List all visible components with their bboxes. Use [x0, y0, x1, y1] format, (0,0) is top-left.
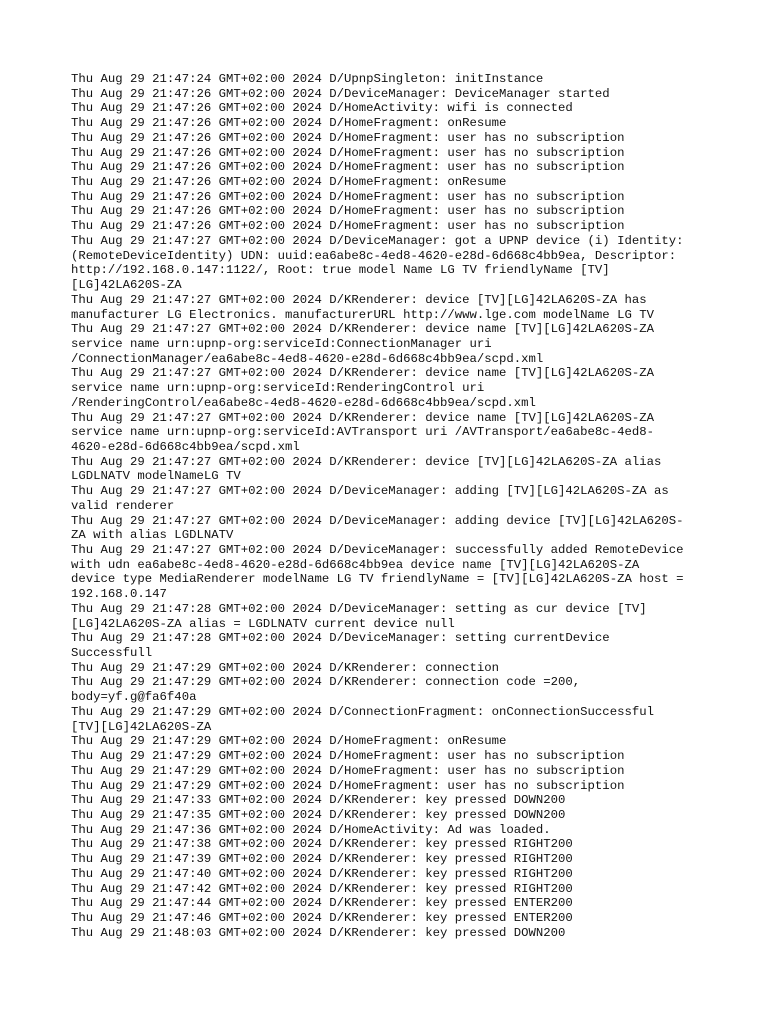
- log-line: Thu Aug 29 21:47:28 GMT+02:00 2024 D/DeviceManager: setting currentDevice: [71, 631, 610, 646]
- log-line: [LG]42LA620S-ZA: [71, 278, 182, 293]
- log-line: Thu Aug 29 21:47:26 GMT+02:00 2024 D/HomeFragment: user has no subscription: [71, 160, 625, 175]
- log-line: Thu Aug 29 21:47:29 GMT+02:00 2024 D/KRenderer: connection code =200,: [71, 675, 581, 690]
- log-line: ZA with alias LGDLNATV: [71, 528, 234, 543]
- log-line: Thu Aug 29 21:47:29 GMT+02:00 2024 D/HomeFragment: user has no subscription: [71, 749, 625, 764]
- log-line: Thu Aug 29 21:47:26 GMT+02:00 2024 D/HomeFragment: user has no subscription: [71, 204, 625, 219]
- log-line: body=yf.g@fa6f40a: [71, 690, 197, 705]
- log-line: Thu Aug 29 21:47:27 GMT+02:00 2024 D/KRenderer: device name [TV][LG]42LA620S-ZA: [71, 322, 654, 337]
- log-line: /RenderingControl/ea6abe8c-4ed8-4620-e28d-6d668c4bb9ea/scpd.xml: [71, 395, 536, 410]
- log-line: Thu Aug 29 21:47:26 GMT+02:00 2024 D/HomeActivity: wifi is connected: [71, 101, 573, 116]
- log-line: Thu Aug 29 21:47:26 GMT+02:00 2024 D/HomeFragment: onResume: [71, 116, 507, 131]
- log-text-block: [71, 72, 711, 940]
- log-line: 4620-e28d-6d668c4bb9ea/scpd.xml: [71, 439, 300, 454]
- log-line: http://192.168.0.147:1122/, Root: true model Name LG TV friendlyName [TV]: [71, 263, 610, 278]
- log-line: Successfull: [71, 646, 153, 661]
- log-line: [LG]42LA620S-ZA alias = LGDLNATV current device null: [71, 616, 455, 631]
- log-line: Thu Aug 29 21:47:29 GMT+02:00 2024 D/HomeFragment: user has no subscription: [71, 763, 625, 778]
- log-line: Thu Aug 29 21:47:27 GMT+02:00 2024 D/DeviceManager: got a UPNP device (i) Identity:: [71, 233, 684, 248]
- log-line: Thu Aug 29 21:47:26 GMT+02:00 2024 D/HomeFragment: user has no subscription: [71, 189, 625, 204]
- log-line: Thu Aug 29 21:47:26 GMT+02:00 2024 D/HomeFragment: user has no subscription: [71, 145, 625, 160]
- log-line: service name urn:upnp-org:serviceId:AVTransport uri /AVTransport/ea6abe8c-4ed8-: [71, 425, 654, 440]
- log-line: Thu Aug 29 21:47:27 GMT+02:00 2024 D/DeviceManager: successfully added RemoteDevice: [71, 543, 684, 557]
- log-line: Thu Aug 29 21:47:27 GMT+02:00 2024 D/KRenderer: device [TV][LG]42LA620S-ZA alias: [71, 454, 662, 469]
- log-line: Thu Aug 29 21:47:36 GMT+02:00 2024 D/HomeActivity: Ad was loaded.: [71, 822, 551, 837]
- log-line: Thu Aug 29 21:47:29 GMT+02:00 2024 D/HomeFragment: onResume: [71, 734, 507, 749]
- log-line: with udn ea6abe8c-4ed8-4620-e28d-6d668c4bb9ea device name [TV][LG]42LA620S-ZA: [71, 557, 640, 572]
- log-line: 192.168.0.147: [71, 587, 167, 602]
- log-line: Thu Aug 29 21:47:26 GMT+02:00 2024 D/HomeFragment: user has no subscription: [71, 219, 625, 234]
- log-line: [TV][LG]42LA620S-ZA: [71, 719, 212, 734]
- log-line: Thu Aug 29 21:47:27 GMT+02:00 2024 D/DeviceManager: adding [TV][LG]42LA620S-ZA as: [71, 484, 669, 499]
- log-line: valid renderer: [71, 498, 175, 513]
- log-line: Thu Aug 29 21:47:46 GMT+02:00 2024 D/KRenderer: key pressed ENTER200: [71, 910, 573, 925]
- log-line: Thu Aug 29 21:47:38 GMT+02:00 2024 D/KRenderer: key pressed RIGHT200: [71, 837, 573, 852]
- log-line: Thu Aug 29 21:47:29 GMT+02:00 2024 D/ConnectionFragment: onConnectionSuccessful: [71, 704, 654, 719]
- log-line: Thu Aug 29 21:47:40 GMT+02:00 2024 D/KRenderer: key pressed RIGHT200: [71, 866, 573, 881]
- log-line: /ConnectionManager/ea6abe8c-4ed8-4620-e28d-6d668c4bb9ea/scpd.xml: [71, 351, 544, 366]
- log-line: Thu Aug 29 21:47:29 GMT+02:00 2024 D/HomeFragment: user has no subscription: [71, 778, 625, 793]
- log-line: Thu Aug 29 21:47:27 GMT+02:00 2024 D/KRenderer: device [TV][LG]42LA620S-ZA has: [71, 292, 647, 307]
- log-line: Thu Aug 29 21:47:39 GMT+02:00 2024 D/KRenderer: key pressed RIGHT200: [71, 852, 573, 867]
- log-line: Thu Aug 29 21:47:26 GMT+02:00 2024 D/HomeFragment: user has no subscription: [71, 130, 625, 145]
- log-line: Thu Aug 29 21:47:27 GMT+02:00 2024 D/KRenderer: device name [TV][LG]42LA620S-ZA: [71, 410, 654, 425]
- log-line: service name urn:upnp-org:serviceId:ConnectionManager uri: [71, 336, 492, 351]
- log-line: Thu Aug 29 21:47:27 GMT+02:00 2024 D/KRenderer: device name [TV][LG]42LA620S-ZA: [71, 366, 654, 381]
- log-line: Thu Aug 29 21:47:26 GMT+02:00 2024 D/HomeFragment: onResume: [71, 175, 507, 190]
- log-line: Thu Aug 29 21:47:33 GMT+02:00 2024 D/KRenderer: key pressed DOWN200: [71, 793, 566, 808]
- log-line: Thu Aug 29 21:47:44 GMT+02:00 2024 D/KRenderer: key pressed ENTER200: [71, 896, 573, 911]
- log-line: (RemoteDeviceIdentity) UDN: uuid:ea6abe8c-4ed8-4620-e28d-6d668c4bb9ea, Descriptor:: [71, 248, 677, 263]
- log-line: Thu Aug 29 21:47:26 GMT+02:00 2024 D/DeviceManager: DeviceManager started: [71, 86, 610, 101]
- log-line: service name urn:upnp-org:serviceId:RenderingControl uri: [71, 381, 485, 396]
- log-line: manufacturer LG Electronics. manufacturerURL http://www.lge.com modelName LG TV: [71, 307, 654, 322]
- log-line: Thu Aug 29 21:47:28 GMT+02:00 2024 D/DeviceManager: setting as cur device [TV]: [71, 601, 647, 616]
- log-line: Thu Aug 29 21:48:03 GMT+02:00 2024 D/KRenderer: key pressed DOWN200: [71, 925, 566, 940]
- log-line: device type MediaRenderer modelName LG TV friendlyName = [TV][LG]42LA620S-ZA host =: [71, 572, 684, 587]
- log-line: Thu Aug 29 21:47:24 GMT+02:00 2024 D/UpnpSingleton: initInstance: [71, 72, 544, 86]
- log-line: LGDLNATV modelNameLG TV: [71, 469, 241, 484]
- log-line: Thu Aug 29 21:47:35 GMT+02:00 2024 D/KRenderer: key pressed DOWN200: [71, 807, 566, 822]
- log-line: Thu Aug 29 21:47:27 GMT+02:00 2024 D/DeviceManager: adding device [TV][LG]42LA620S-: [71, 513, 684, 528]
- log-line: Thu Aug 29 21:47:29 GMT+02:00 2024 D/KRenderer: connection: [71, 660, 500, 675]
- log-line: Thu Aug 29 21:47:42 GMT+02:00 2024 D/KRenderer: key pressed RIGHT200: [71, 881, 573, 896]
